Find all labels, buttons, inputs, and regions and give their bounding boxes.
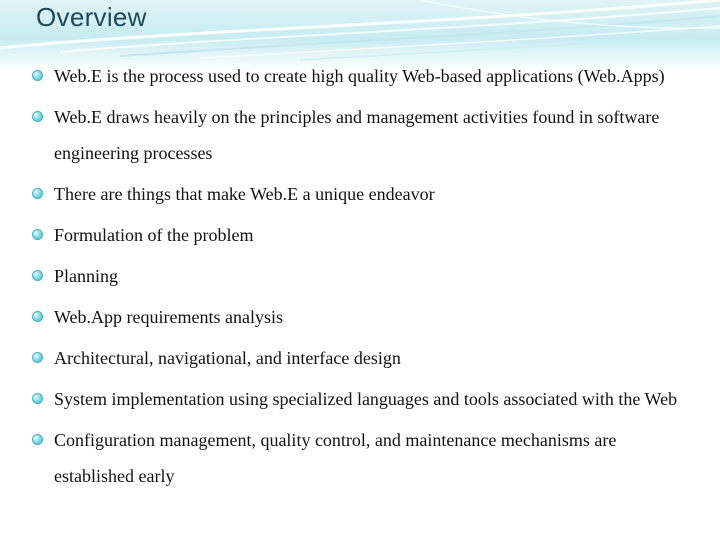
bullet-item [30,299,700,335]
bullet-text: Architectural, navigational, and interface design [54,348,401,368]
bullet-text: System implementation using specialized languages and tools associated with the Web [54,389,678,409]
bullet-item [30,217,700,253]
bullet-text: Configuration management, quality control, and maintenance mechanisms are established early [54,430,617,486]
bullet-item [30,176,700,212]
bullet-icon [32,434,43,445]
bullet-icon [32,270,43,281]
bullet-icon [32,111,43,122]
bullet-item [30,340,700,376]
bullet-text: Planning [54,266,119,286]
bullet-icon [32,70,43,81]
bullet-icon [32,393,43,404]
bullet-icon [32,311,43,322]
bullet-item [30,99,700,171]
bullet-item [30,258,700,294]
bullet-list [30,58,700,499]
bullet-icon [32,352,43,363]
bullet-item [30,58,700,94]
slide-title: Overview [36,2,147,32]
bullet-item [30,381,700,417]
bullet-item [30,422,700,494]
bullet-icon [32,188,43,199]
bullet-text: Formulation of the problem [54,225,254,245]
bullet-text: There are things that make Web.E a unique endeavor [54,184,435,204]
bullet-text: Web.E draws heavily on the principles and management activities found in software engineering processes [54,107,660,163]
bullet-text: Web.E is the process used to create high quality Web-based applications (Web.Apps) [54,66,665,86]
bullet-icon [32,229,43,240]
bullet-text: Web.App requirements analysis [54,307,283,327]
